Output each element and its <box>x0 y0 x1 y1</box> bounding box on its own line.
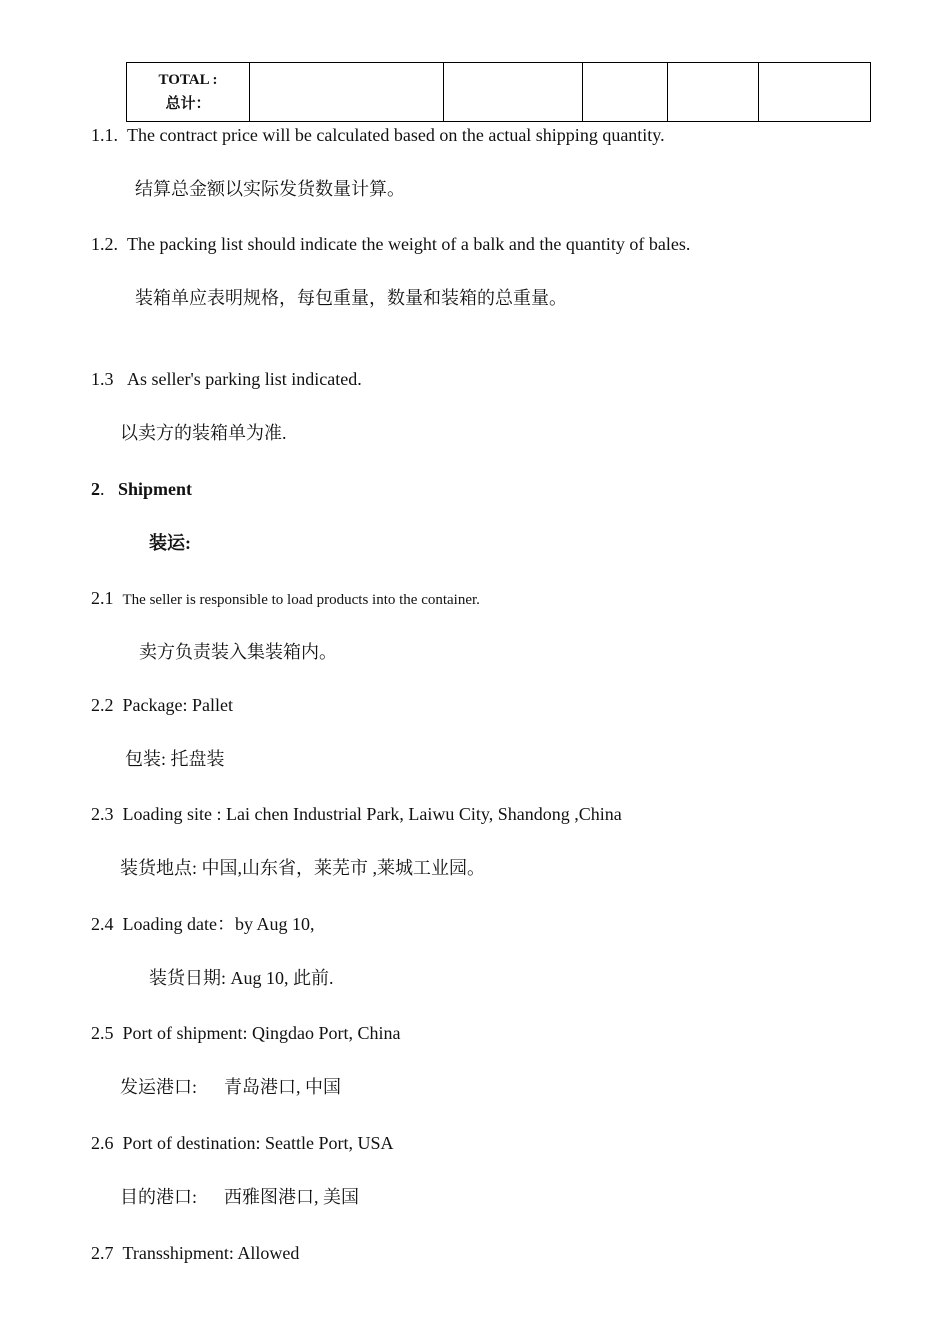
section-dot: . <box>100 479 105 499</box>
total-cell-4 <box>668 63 759 122</box>
total-cell-3 <box>583 63 668 122</box>
clause-1-1 <box>91 124 665 146</box>
clause-text-cn: 卖方负责装入集装箱内。 <box>139 642 337 662</box>
clause-1-3-cn <box>120 422 287 444</box>
clause-number: 2.6 <box>91 1133 114 1153</box>
total-label-cell <box>127 63 250 122</box>
section-2-heading <box>91 478 192 500</box>
clause-number: 2.7 <box>91 1243 114 1263</box>
clause-2-5-cn <box>120 1076 341 1098</box>
clause-text-cn: 装箱单应表明规格，每包重量，数量和装箱的总重量。 <box>135 288 567 308</box>
clause-number: 2.1 <box>91 588 114 608</box>
clause-2-2 <box>91 694 233 716</box>
clause-2-7 <box>91 1242 299 1264</box>
clause-text-cn: 目的港口: 西雅图港口, 美国 <box>120 1187 359 1207</box>
section-number: 2 <box>91 479 100 499</box>
total-row <box>127 63 871 122</box>
total-cell-1 <box>250 63 444 122</box>
clause-1-1-cn <box>135 178 405 200</box>
clause-number: 1.3 <box>91 369 114 389</box>
total-table <box>126 62 871 122</box>
clause-2-1 <box>91 587 480 611</box>
clause-text-cn: 以卖方的装箱单为准. <box>120 423 287 443</box>
total-label-cn: 总计： <box>165 96 211 112</box>
clause-text: Loading site : Lai chen Industrial Park, Laiwu City, Shandong ,China <box>122 804 622 824</box>
total-cell-5 <box>759 63 871 122</box>
total-label-en: TOTAL : <box>158 72 218 88</box>
clause-number: 2.2 <box>91 695 114 715</box>
clause-1-2 <box>91 233 690 255</box>
section-title-cn: 装运: <box>149 533 191 553</box>
clause-text: Port of shipment: Qingdao Port, China <box>122 1023 401 1043</box>
clause-text: As seller's parking list indicated. <box>127 369 362 389</box>
clause-2-5 <box>91 1022 401 1044</box>
clause-2-6 <box>91 1132 393 1154</box>
clause-2-4 <box>91 913 314 935</box>
section-title: Shipment <box>118 479 193 499</box>
clause-text-cn: 装货地点: 中国,山东省，莱芜市 ,莱城工业园。 <box>120 858 485 878</box>
clause-number: 1.1. <box>91 125 118 145</box>
section-2-heading-cn <box>149 532 191 554</box>
clause-text: The packing list should indicate the weight of a balk and the quantity of bales. <box>127 234 691 254</box>
clause-2-4-cn <box>149 967 334 989</box>
clause-number: 1.2. <box>91 234 118 254</box>
clause-1-3 <box>91 368 362 390</box>
clause-number: 2.5 <box>91 1023 114 1043</box>
clause-text: Transshipment: Allowed <box>122 1243 300 1263</box>
clause-2-3 <box>91 803 622 825</box>
clause-text: The seller is responsible to load products into the container. <box>122 592 480 608</box>
clause-2-3-cn <box>120 857 485 879</box>
clause-2-6-cn <box>120 1186 359 1208</box>
clause-1-2-cn <box>135 287 567 309</box>
clause-text-cn: 结算总金额以实际发货数量计算。 <box>135 179 405 199</box>
clause-text: Package: Pallet <box>122 695 233 715</box>
clause-number: 2.4 <box>91 914 114 934</box>
clause-text: Loading date：by Aug 10, <box>122 914 315 934</box>
clause-text: Port of destination: Seattle Port, USA <box>122 1133 394 1153</box>
clause-2-1-cn <box>139 641 337 663</box>
total-cell-2 <box>444 63 583 122</box>
clause-text: The contract price will be calculated based on the actual shipping quantity. <box>127 125 665 145</box>
clause-number: 2.3 <box>91 804 114 824</box>
clause-2-2-cn <box>125 748 225 770</box>
clause-text-cn: 装货日期: Aug 10, 此前. <box>149 968 334 988</box>
clause-text-cn: 包装: 托盘装 <box>125 749 225 769</box>
clause-text-cn: 发运港口: 青岛港口, 中国 <box>120 1077 341 1097</box>
